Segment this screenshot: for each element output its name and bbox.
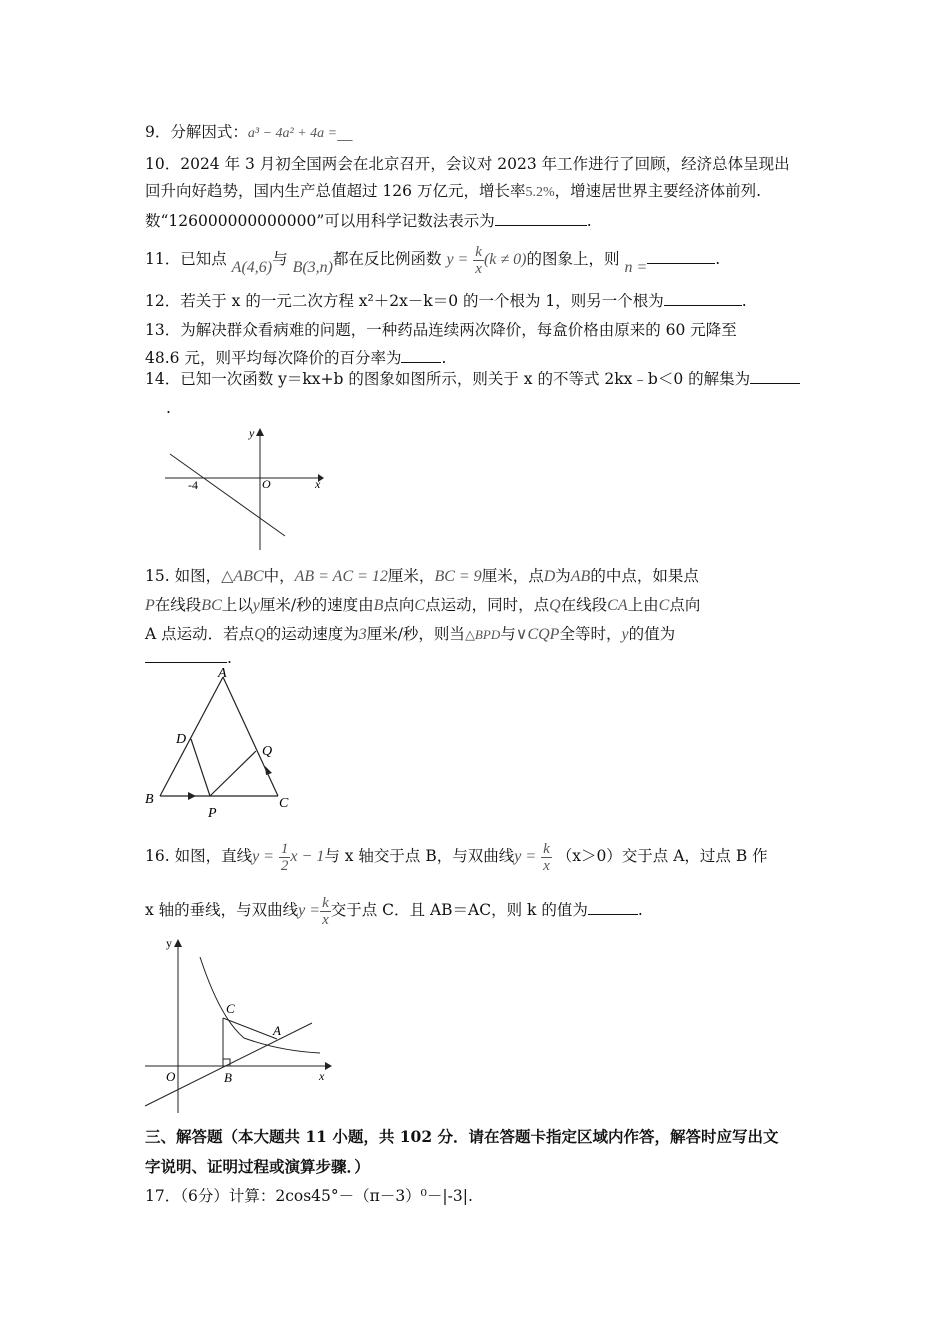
q16-y-eq: y = bbox=[252, 848, 274, 865]
section3-heading-line1: 三、解答题（本大题共 11 小题，共 102 分．请在答题卡指定区域内作答，解答时应写出文 bbox=[145, 1127, 779, 1146]
q11-fraction bbox=[473, 244, 484, 277]
q11-frac-num: k bbox=[475, 243, 482, 260]
question-14 bbox=[145, 369, 800, 389]
q10-line2-tail: ，增速居世界主要经济体前列. bbox=[554, 182, 762, 200]
q15-bpd: △BPD bbox=[464, 627, 501, 642]
q14-text: 14．已知一次函数 y＝kx+b 的图象如图所示，则关于 x 的不等式 2kx﹣b＜0 的解集为 bbox=[145, 370, 751, 388]
q15-label-d: D bbox=[176, 732, 187, 747]
q15-cqp: ∨CQP bbox=[515, 626, 560, 643]
q16-x-label: x bbox=[319, 1069, 325, 1083]
q11-n-eq: n = bbox=[624, 259, 648, 276]
q16-period: . bbox=[637, 901, 643, 919]
q11-frac-den: x bbox=[475, 260, 482, 277]
q14-line-graph bbox=[170, 454, 285, 536]
q16-y-eq2: y = bbox=[514, 848, 537, 865]
q15-arrow-p bbox=[188, 792, 196, 800]
q15-period: . bbox=[227, 649, 232, 667]
q16-t2: 与 x 轴交于点 B，与双曲线 bbox=[324, 847, 515, 865]
q15-q2: Q bbox=[254, 626, 266, 643]
q13-line2-text: 48.6 元，则平均每次降价的百分率为 bbox=[145, 349, 402, 367]
q16-label-b: B bbox=[224, 1070, 232, 1085]
question-9 bbox=[145, 122, 353, 144]
q15-figure bbox=[140, 665, 300, 825]
q15-label-c: C bbox=[279, 796, 289, 811]
q15-t11: 点运动，同时，点 bbox=[425, 596, 550, 614]
q15-answer-blank[interactable] bbox=[145, 648, 227, 663]
q16-line bbox=[145, 1023, 312, 1106]
q16-t4: x 轴的垂线，与双曲线 bbox=[145, 901, 299, 919]
q16-origin-label: O bbox=[166, 1069, 176, 1084]
q16-k-fraction-2 bbox=[320, 895, 331, 928]
q15-t5: 为 bbox=[555, 567, 571, 585]
q15-b: B bbox=[373, 597, 384, 614]
q14-period: . bbox=[166, 399, 171, 417]
section3-heading-line2: 字说明、证明过程或演算步骤．） bbox=[145, 1157, 370, 1176]
q10-line2 bbox=[145, 181, 761, 203]
q15-c2: C bbox=[658, 597, 670, 614]
q13-period: . bbox=[441, 349, 447, 367]
q16-y-label: y bbox=[166, 936, 172, 950]
q16-label-c: C bbox=[226, 1001, 235, 1016]
q15-y: y bbox=[252, 597, 260, 614]
q16-k-fraction bbox=[541, 841, 552, 874]
q16-x-minus: x − 1 bbox=[290, 848, 325, 865]
q16-hyperbola bbox=[200, 957, 320, 1053]
q11-y-eq: y = bbox=[446, 251, 469, 268]
q16-t5: 交于点 C．且 AB＝AC，则 k 的值为 bbox=[330, 901, 588, 919]
q15-label-q: Q bbox=[262, 744, 273, 759]
q15-side-ab bbox=[160, 677, 223, 796]
q15-line1 bbox=[145, 566, 699, 587]
q15-arrow-q bbox=[265, 766, 272, 775]
question-11 bbox=[145, 242, 720, 276]
q16-t3: （x＞0）交于点 A，过点 B 作 bbox=[556, 847, 768, 865]
q13-line1: 13．为解决群众看病难的问题，一种药品连续两次降价，每盒价格由原来的 60 元降至 bbox=[145, 321, 737, 339]
q14-tick-label: -4 bbox=[188, 478, 198, 492]
q10-growth-rate: 5.2% bbox=[525, 185, 555, 200]
q16-y-arrow bbox=[174, 939, 182, 947]
q11-condition: (k ≠ 0) bbox=[483, 251, 527, 268]
q15-triangle: △ABC bbox=[221, 568, 264, 585]
q15-line2 bbox=[145, 595, 700, 616]
q10-line1: 10．2024 年 3 月初全国两会在北京召开，会议对 2023 年工作进行了回顾，经济总体呈现出 bbox=[145, 155, 790, 173]
q14-origin-label: O bbox=[262, 477, 271, 491]
q11-period: . bbox=[715, 250, 721, 268]
q15-t2: 中， bbox=[263, 567, 295, 585]
question-12 bbox=[145, 291, 747, 311]
q14-y-label: y bbox=[249, 426, 255, 440]
q16-k-den: x bbox=[543, 857, 550, 874]
q12-answer-blank[interactable] bbox=[664, 291, 742, 306]
q15-t16: 的运动速度为 bbox=[265, 625, 359, 643]
q15-t6: 的中点，如果点 bbox=[590, 567, 699, 585]
q10-period: . bbox=[586, 212, 592, 230]
q11-answer-blank[interactable] bbox=[647, 249, 715, 264]
q13-line2 bbox=[145, 348, 446, 368]
q15-t1: 15. 如图， bbox=[145, 567, 222, 585]
q15-t14: 点向 bbox=[669, 596, 701, 614]
q16-label-a: A bbox=[273, 1023, 281, 1038]
q12-period: . bbox=[741, 292, 747, 310]
q10-line3 bbox=[145, 211, 592, 231]
q14-y-arrow bbox=[256, 428, 264, 436]
q15-line3 bbox=[145, 624, 675, 645]
question-17: 17．（6分）计算：2cos45°－（π－3）⁰－|-3|. bbox=[145, 1187, 473, 1205]
q13-answer-blank[interactable] bbox=[401, 348, 441, 363]
q16-k2-num: k bbox=[322, 894, 329, 911]
q16-half-num: 1 bbox=[280, 840, 289, 857]
q15-c: C bbox=[414, 597, 426, 614]
q16-line2 bbox=[145, 888, 643, 932]
q11-point-a: A(4,6) bbox=[231, 259, 273, 276]
q15-t10: 点向 bbox=[383, 596, 415, 614]
q15-ab: AB = AC = 12 bbox=[294, 568, 388, 585]
q15-t18: 与 bbox=[500, 625, 516, 643]
q15-speed: 3 bbox=[358, 626, 367, 643]
q15-t19: 全等时， bbox=[559, 625, 622, 643]
q16-figure bbox=[140, 933, 340, 1118]
q16-half-fraction bbox=[279, 841, 291, 874]
q15-ca: CA bbox=[607, 597, 628, 614]
q10-line2-text: 回升向好趋势，国内生产总值超过 126 万亿元，增长率 bbox=[145, 182, 526, 200]
q15-segment-pq bbox=[210, 751, 256, 796]
q16-t1: 16. 如图，直线 bbox=[145, 847, 253, 865]
q16-y-eq3: y = bbox=[298, 902, 321, 919]
q11-mid-text: 都在反比例函数 bbox=[333, 250, 442, 268]
q16-k2-den: x bbox=[322, 911, 329, 928]
q14-x-label: x bbox=[315, 477, 321, 491]
q15-t9: 厘米/秒的速度由 bbox=[259, 596, 374, 614]
q15-t17: 厘米/秒，则当 bbox=[366, 625, 465, 643]
q15-p: P bbox=[145, 597, 155, 614]
q15-side-ac bbox=[223, 677, 278, 796]
q15-label-b: B bbox=[145, 792, 154, 807]
q15-bc2: BC bbox=[201, 597, 222, 614]
q11-point-b: B(3,n) bbox=[292, 259, 333, 276]
q10-answer-blank[interactable] bbox=[495, 211, 587, 226]
q14-figure bbox=[160, 420, 340, 560]
q16-segment-ca bbox=[223, 1018, 277, 1039]
q15-t13: 上由 bbox=[627, 596, 659, 614]
q15-d: D bbox=[543, 568, 556, 585]
q11-and: 与 bbox=[272, 250, 288, 268]
q15-t8: 上以 bbox=[221, 596, 253, 614]
q15-t3: 厘米， bbox=[387, 567, 435, 585]
q15-label-a: A bbox=[218, 666, 227, 681]
q9-blank: __ bbox=[337, 123, 353, 141]
q9-expression: a³ − 4a² + 4a = bbox=[247, 126, 338, 141]
q15-ab2: AB bbox=[570, 568, 591, 585]
q10-line3-text: 数“126000000000000”可以用科学记数法表示为 bbox=[145, 212, 495, 230]
q15-t7: 在线段 bbox=[154, 596, 202, 614]
q11-tail: 的图象上，则 bbox=[526, 250, 620, 268]
q15-t20: 的值为 bbox=[628, 625, 676, 643]
q15-label-p: P bbox=[208, 806, 217, 821]
q16-half-den: 2 bbox=[280, 857, 289, 874]
q15-bc: BC = 9 bbox=[434, 568, 482, 585]
q15-q: Q bbox=[549, 597, 561, 614]
q15-y2: y bbox=[621, 626, 629, 643]
q16-k-num: k bbox=[543, 840, 550, 857]
q15-t12: 在线段 bbox=[560, 596, 608, 614]
q16-line1 bbox=[145, 834, 768, 878]
q15-t4: 厘米，点 bbox=[481, 567, 544, 585]
q15-t15: A 点运动．若点 bbox=[145, 625, 255, 643]
q12-text: 12．若关于 x 的一元二次方程 x²＋2x－k＝0 的一个根为 1，则另一个根为 bbox=[145, 292, 664, 310]
q14-answer-blank[interactable] bbox=[750, 369, 800, 384]
q15-segment-dp bbox=[191, 739, 210, 796]
q16-answer-blank[interactable] bbox=[588, 900, 638, 915]
q9-number: 9．分解因式： bbox=[145, 123, 248, 141]
q16-x-arrow bbox=[325, 1062, 332, 1070]
q11-text: 11．已知点 bbox=[145, 250, 227, 268]
